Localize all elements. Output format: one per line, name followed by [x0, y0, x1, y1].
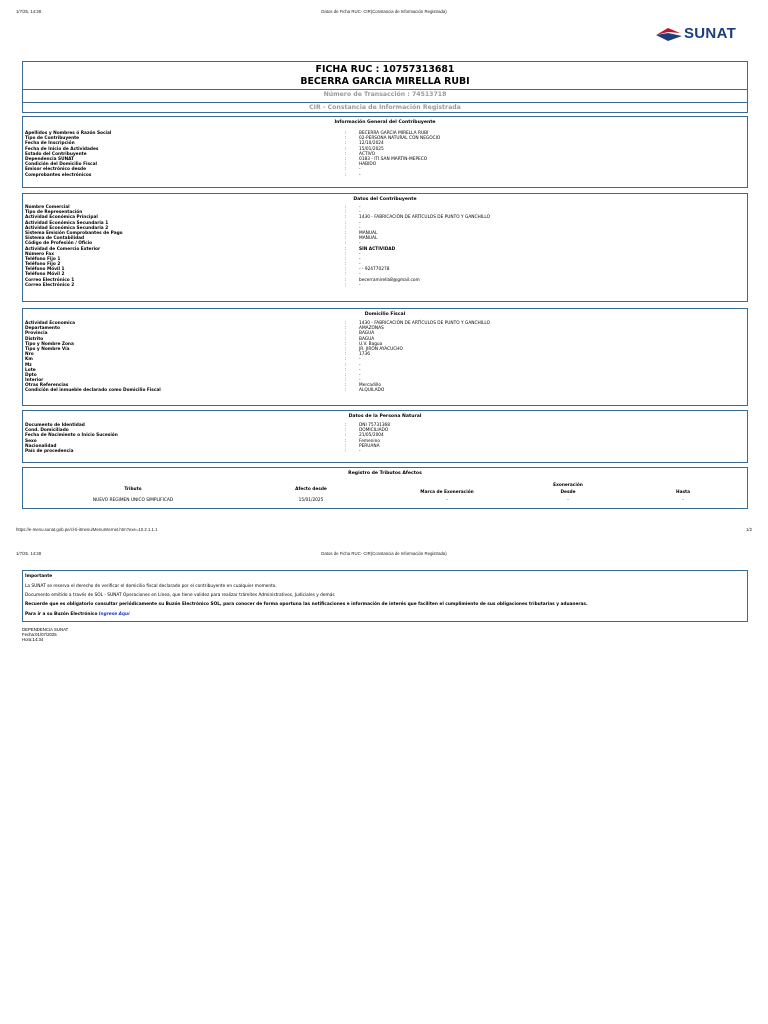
- field-value: 21/05/2004: [359, 433, 384, 439]
- field-value: -: [359, 210, 361, 216]
- field-colon: :: [345, 321, 347, 326]
- print-title: Datos de Ficha RUC- CIR(Constancia de Información Registrada): [321, 551, 447, 556]
- field-value: 1430 - FABRICACIÓN DE ARTÍCULOS DE PUNTO Y GANCHILLO: [359, 321, 490, 326]
- field-label: Tipo de Representación: [25, 210, 83, 216]
- field-colon: :: [345, 156, 347, 162]
- importante-line4: [25, 612, 130, 617]
- field-value: 15/01/2025: [359, 146, 384, 152]
- field-colon: :: [345, 423, 347, 428]
- field-label: Actividad de Comercio Exterior: [25, 246, 101, 252]
- field-value: becerramirella8@gmail.com: [359, 277, 420, 283]
- sunat-arrows-icon: [654, 24, 684, 44]
- cir-subtitle: CIR - Constancia de Información Registrada: [309, 104, 461, 111]
- field-colon: :: [345, 357, 347, 363]
- field-value: -: [359, 220, 361, 226]
- col-hasta: Hasta: [675, 490, 690, 495]
- field-colon: :: [345, 215, 347, 221]
- ficha-name-title: BECERRA GARCIA MIRELLA RUBI: [300, 76, 470, 87]
- field-colon: :: [345, 167, 347, 173]
- field-label: Sexo: [25, 438, 37, 444]
- field-value: DNI 75731368: [359, 423, 391, 428]
- section-datos-contribuyente: [22, 193, 748, 302]
- field-label: Nacionalidad: [25, 443, 57, 449]
- buzon-text: Para ir a su Buzón Electrónico: [25, 612, 99, 617]
- col-marca-exoneracion: Marca de Exoneración: [420, 490, 474, 495]
- field-label: Condición del inmueble declarado como Domicilio Fiscal: [25, 388, 161, 394]
- footer-fecha: Fecha:01/07/2025: [22, 632, 57, 638]
- field-colon: :: [345, 246, 347, 252]
- field-colon: :: [345, 388, 347, 394]
- section-title: Domicilio Fiscal: [364, 312, 406, 317]
- field-colon: :: [345, 162, 347, 168]
- field-colon: :: [345, 210, 347, 216]
- field-colon: :: [345, 251, 347, 257]
- transaction-number: Número de Transacción : 74513718: [323, 91, 447, 98]
- field-colon: :: [345, 172, 347, 178]
- field-colon: :: [345, 151, 347, 157]
- dependencia-footer: [22, 627, 68, 643]
- field-value: AMAZONAS: [359, 326, 384, 332]
- field-colon: :: [345, 256, 347, 262]
- field-label: Km: [25, 357, 33, 363]
- field-label: Nombre Comercial: [25, 205, 70, 210]
- field-label: Sistema de Contabilidad: [25, 236, 85, 242]
- field-colon: :: [345, 433, 347, 439]
- field-label: Lote: [25, 367, 36, 373]
- field-label: Mz: [25, 362, 32, 368]
- field-label: Departamento: [25, 326, 60, 332]
- print-title: Datos de Ficha RUC- CIR(Constancia de Información Registrada): [321, 9, 447, 14]
- importante-title: Importante: [25, 574, 53, 579]
- field-label: Apellidos y Nombres ó Razón Social: [25, 131, 112, 136]
- field-colon: :: [345, 131, 347, 136]
- field-value: BECERRA GARCIA MIRELLA RUBI: [359, 131, 429, 136]
- field-value: Femenino: [359, 438, 380, 444]
- field-value: -: [359, 256, 361, 262]
- field-label: Teléfono Móvil 1: [25, 267, 65, 273]
- field-colon: :: [345, 362, 347, 368]
- field-value: -: [359, 362, 361, 368]
- field-colon: :: [345, 448, 347, 454]
- domicilio-rows: [23, 321, 747, 394]
- field-row: [23, 283, 747, 288]
- importante-line2: Documento emitido a través de SOL - SUNAT Operaciones en Línea, que tiene validez para realizar trámites Administrativos, Judiciales y demás: [25, 593, 335, 598]
- field-value: U.V. Bagua: [359, 341, 383, 347]
- cell-afecto-desde: 15/01/2025: [298, 498, 324, 503]
- field-label: Actividad Economica: [25, 321, 76, 326]
- field-colon: :: [345, 346, 347, 352]
- field-colon: :: [345, 372, 347, 378]
- field-label: Cond. Domiciliado: [25, 428, 69, 434]
- field-value: -: [359, 167, 361, 173]
- field-colon: :: [345, 341, 347, 347]
- field-colon: :: [345, 331, 347, 337]
- section-persona-natural: [22, 410, 748, 463]
- field-row: [23, 449, 747, 454]
- field-value: BAGUA: [359, 331, 375, 337]
- field-label: Dpto: [25, 372, 37, 378]
- field-value: -: [359, 448, 361, 454]
- field-label: Distrito: [25, 336, 44, 342]
- importante-line1: La SUNAT se reserva el derecho de verificar el domicilio fiscal declarado por el contribuyente en cualquier momento.: [25, 584, 277, 589]
- field-colon: :: [345, 136, 347, 142]
- field-label: Teléfono Fijo 2: [25, 262, 61, 268]
- field-value: -: [359, 251, 361, 257]
- field-value: -: [359, 282, 361, 288]
- field-label: Condición del Domicilio Fiscal: [25, 162, 97, 168]
- field-value: 02-PERSONA NATURAL CON NEGOCIO: [359, 136, 441, 142]
- field-value: -: [359, 372, 361, 378]
- col-desde: Desde: [560, 490, 576, 495]
- field-value: -: [359, 172, 361, 178]
- field-colon: :: [345, 141, 347, 147]
- field-value: HABIDO: [359, 162, 377, 168]
- field-colon: :: [345, 205, 347, 210]
- field-colon: :: [345, 443, 347, 449]
- section-title: Información General del Contribuyente: [334, 120, 436, 125]
- field-value: MANUAL: [359, 230, 378, 236]
- field-colon: :: [345, 262, 347, 268]
- persona-rows: [23, 423, 747, 454]
- field-label: Emisor electrónico desde: [25, 167, 87, 173]
- field-value: -: [359, 357, 361, 363]
- field-colon: :: [345, 272, 347, 278]
- field-label: Fecha de Inicio de Actividades: [25, 146, 99, 152]
- field-value: DOMICILIADO: [359, 428, 389, 434]
- field-colon: :: [345, 438, 347, 444]
- print-date: 1/7/25, 14:38: [16, 551, 42, 556]
- ficha-header: [22, 61, 748, 113]
- field-label: Tipo y Nombre Vía: [25, 346, 70, 352]
- ficha-ruc-title: FICHA RUC : 10757313681: [315, 64, 455, 75]
- field-value: MANUAL: [359, 236, 378, 242]
- section-tributos: [22, 467, 748, 509]
- field-label: Provincia: [25, 331, 48, 337]
- footer-hora: Hora:14:34: [22, 637, 44, 643]
- sunat-logo: [654, 24, 748, 44]
- field-label: Fecha de Nacimiento o Inicio Sucesión: [25, 433, 118, 439]
- col-exoneracion: Exoneración: [553, 483, 583, 488]
- field-value: PERUANA: [359, 443, 380, 449]
- field-label: Tipo y Nombre Zona: [25, 341, 74, 347]
- field-label: Tipo de Contribuyente: [25, 136, 80, 142]
- field-colon: :: [345, 383, 347, 389]
- field-value: 0183 - ITI.SAN MARTIN-MEPECO: [359, 156, 428, 162]
- field-label: Comprobantes electrónicos: [25, 172, 92, 178]
- field-label: Estado del Contribuyente: [25, 151, 87, 157]
- field-label: Teléfono Fijo 1: [25, 256, 61, 262]
- field-colon: :: [345, 230, 347, 236]
- field-colon: :: [345, 282, 347, 288]
- field-colon: :: [345, 326, 347, 332]
- field-value: BAGUA: [359, 336, 375, 342]
- field-colon: :: [345, 352, 347, 358]
- field-colon: :: [345, 146, 347, 152]
- importante-line3: Recuerde que es obligatorio consultar periódicamente su Buzón Electrónico SOL, para conocer de forma oportuna las notificaciones e información de interés que faciliten el cumplimiento de sus obligaciones tributarias y aduaneras.: [25, 602, 588, 607]
- general-rows: [23, 131, 747, 178]
- field-label: Actividad Económica Principal: [25, 215, 98, 221]
- cell-desde: -: [567, 498, 569, 503]
- field-row: [23, 388, 747, 393]
- section-title: Datos del Contribuyente: [353, 197, 417, 202]
- field-row: [23, 173, 747, 178]
- field-value: -: [359, 205, 361, 210]
- field-colon: :: [345, 236, 347, 242]
- field-value: Mercadillo: [359, 383, 381, 389]
- cell-marca: -: [446, 498, 448, 503]
- field-colon: :: [345, 267, 347, 273]
- field-value: ACTIVO: [359, 151, 376, 157]
- field-value: ALQUILADO: [359, 388, 385, 394]
- field-colon: :: [345, 241, 347, 247]
- cell-hasta: -: [682, 498, 684, 503]
- field-label: Otras Referencias: [25, 383, 69, 389]
- col-tributo: Tributo: [124, 487, 142, 492]
- section-importante: [22, 570, 748, 622]
- field-value: -: [359, 262, 361, 268]
- field-value: - - 924770278: [359, 267, 390, 273]
- print-url: https://e-menu.sunat.gob.pe/cl-ti-itmenu/MenuInternet.htm?exe=10.2.1.1.1: [16, 527, 158, 532]
- cell-tributo: NUEVO REGIMEN UNICO SIMPLIFICAD: [92, 498, 174, 503]
- field-label: Código de Profesión / Oficio: [25, 241, 93, 247]
- field-value: 1430 - FABRICACIÓN DE ARTÍCULOS DE PUNTO Y GANCHILLO: [359, 215, 490, 221]
- ingrese-aqui-link[interactable]: Ingrese Aquí: [98, 612, 130, 617]
- field-label: Nro: [25, 352, 34, 358]
- field-value: 1736: [359, 352, 370, 358]
- col-afecto-desde: Afecto desde: [295, 487, 327, 492]
- field-colon: :: [345, 277, 347, 283]
- field-label: País de procedencia: [25, 448, 74, 454]
- section-domicilio-fiscal: [22, 308, 748, 406]
- contribuyente-rows: [23, 205, 747, 288]
- section-title: Registro de Tributos Afectos: [348, 471, 422, 476]
- section-title: Datos de la Persona Natural: [348, 414, 422, 419]
- field-value: 12/10/2024: [359, 141, 384, 147]
- footer-dependencia: DEPENDENCIA SUNAT: [22, 627, 69, 632]
- field-value: -: [359, 272, 361, 278]
- field-value: JR. JIRÓN AYACUCHO: [359, 346, 403, 352]
- print-date: 1/7/25, 14:38: [16, 9, 42, 14]
- sunat-logo-text: SUNAT: [684, 25, 737, 42]
- field-value: -: [359, 378, 361, 384]
- print-page-number: 1/2: [746, 527, 752, 532]
- field-label: Actividad Económica Secundaria 1: [25, 220, 109, 226]
- field-colon: :: [345, 225, 347, 231]
- field-value: SIN ACTIVIDAD: [359, 246, 396, 252]
- field-colon: :: [345, 336, 347, 342]
- field-label: Número Fax: [25, 251, 54, 257]
- field-label: Correo Electrónico 2: [25, 282, 75, 288]
- field-label: Documento de Identidad: [25, 423, 85, 428]
- field-label: Fecha de Inscripción: [25, 141, 75, 147]
- field-label: Actividad Económica Secundaria 2: [25, 225, 109, 231]
- field-colon: :: [345, 428, 347, 434]
- field-colon: :: [345, 367, 347, 373]
- field-label: Interior: [25, 378, 44, 384]
- field-value: -: [359, 367, 361, 373]
- field-label: Correo Electrónico 1: [25, 277, 75, 283]
- field-colon: :: [345, 378, 347, 384]
- field-label: Sistema Emisión Comprobantes de Pago: [25, 230, 123, 236]
- field-value: -: [359, 225, 361, 231]
- field-label: Dependencia SUNAT: [25, 156, 75, 162]
- field-colon: :: [345, 220, 347, 226]
- section-informacion-general: [22, 116, 748, 188]
- field-value: -: [359, 241, 361, 247]
- field-label: Teléfono Móvil 2: [25, 272, 65, 278]
